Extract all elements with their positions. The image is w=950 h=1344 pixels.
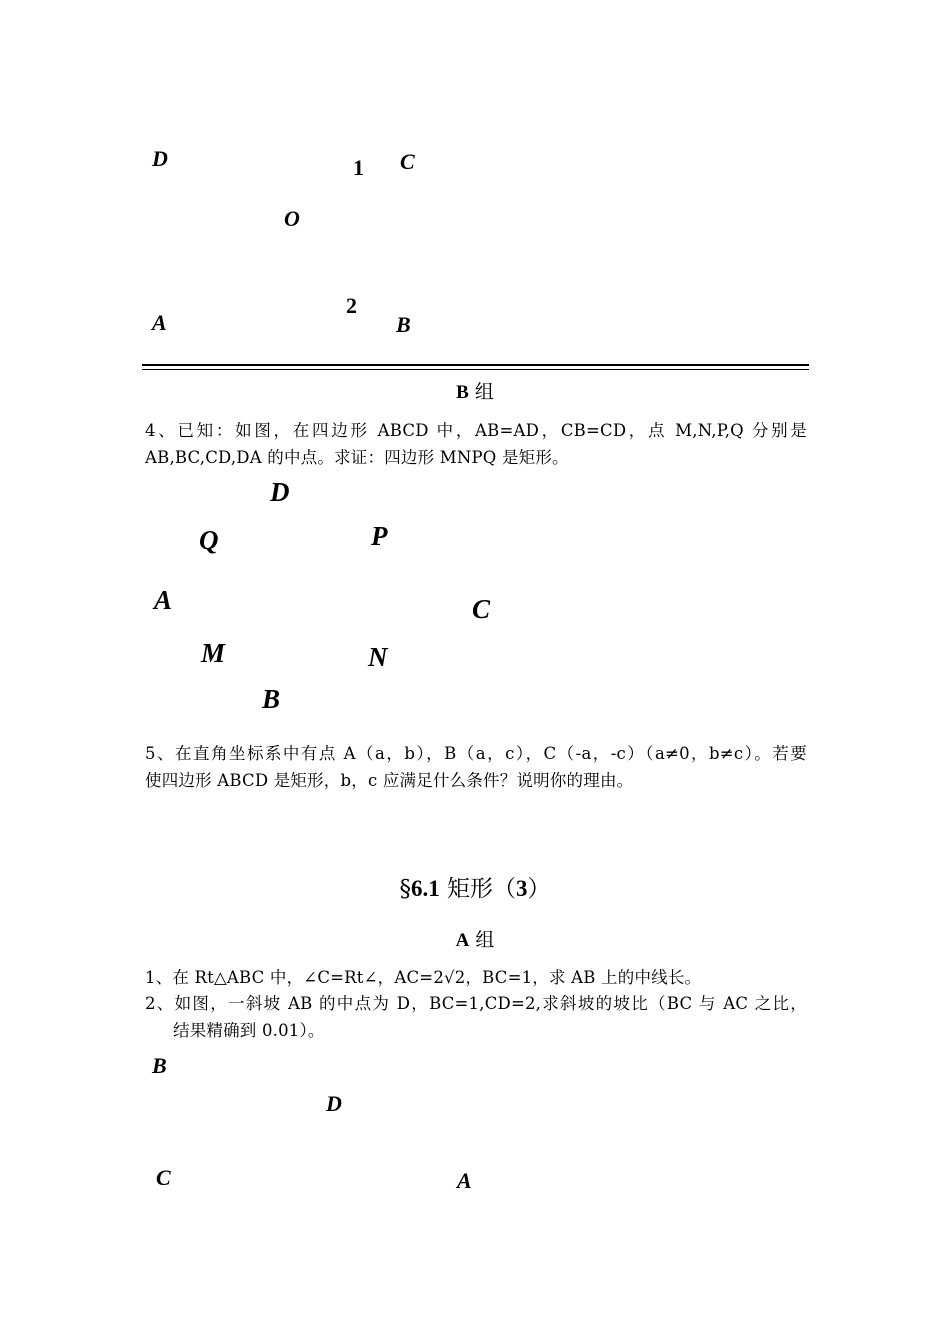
figure4-label-n: N	[368, 642, 388, 672]
question-2-line-2: 结果精确到 0.01）。	[173, 1021, 325, 1040]
figure4-label-a: A	[154, 585, 173, 615]
figure1-label-angle-2: 2	[346, 293, 357, 318]
section-title-text: 矩形（	[447, 876, 517, 902]
question-5-line-1: 5、在直角坐标系中有点 A（a，b），B（a，c），C（-a，-c）（a≠0，b≠c）。若要	[145, 744, 807, 763]
figure4-label-q: Q	[199, 525, 219, 555]
group-b-suffix: 组	[474, 381, 494, 403]
section-number: 6.1	[410, 876, 440, 901]
question-1: 1、在 Rt△ABC 中，∠C=Rt∠，AC=2√2，BC=1，求 AB 上的中线长。	[145, 968, 702, 987]
figure4-label-c: C	[472, 594, 491, 624]
figure2-label-d: D	[326, 1091, 342, 1116]
group-a-suffix: 组	[475, 929, 495, 951]
figure1-label-b: B	[396, 312, 411, 337]
question-4-line-1: 4、已知：如图，在四边形 ABCD 中，AB=AD，CB=CD，点 M,N,P,Q 分别是	[145, 421, 807, 440]
question-2	[145, 990, 807, 1044]
question-2-line-1: 2、如图，一斜坡 AB 的中点为 D，BC=1,CD=2,求斜坡的坡比（BC 与 AC 之比，	[145, 994, 807, 1013]
figure4-label-m: M	[201, 638, 226, 668]
section-divider-thin	[142, 369, 809, 370]
section-sign: §	[399, 876, 411, 902]
figure2-label-a: A	[457, 1168, 472, 1193]
figure1-label-o: O	[284, 206, 300, 231]
group-a-letter: A	[455, 930, 470, 951]
section-divider-thick	[142, 364, 809, 366]
group-b-letter: B	[456, 382, 469, 403]
figure4-label-p: P	[371, 521, 388, 551]
figure2-label-c: C	[156, 1165, 171, 1190]
group-a-heading	[0, 925, 950, 952]
figure1-label-c: C	[400, 149, 415, 174]
figure4-label-d: D	[270, 477, 290, 507]
section-title	[0, 870, 950, 903]
section-part-number: 3	[516, 876, 528, 901]
figure1-label-d: D	[152, 146, 168, 171]
question-4	[145, 417, 807, 471]
group-b-heading	[0, 377, 950, 404]
section-title-close: ）	[527, 876, 551, 902]
figure4-label-b: B	[262, 684, 281, 714]
question-5-line-2: 使四边形 ABCD 是矩形，b，c 应满足什么条件？说明你的理由。	[145, 771, 634, 790]
figure1-label-angle-1: 1	[353, 155, 364, 180]
figure1-label-a: A	[152, 310, 167, 335]
question-4-line-2: AB,BC,CD,DA 的中点。求证：四边形 MNPQ 是矩形。	[145, 448, 569, 467]
question-5	[145, 740, 807, 794]
figure2-label-b: B	[152, 1053, 167, 1078]
